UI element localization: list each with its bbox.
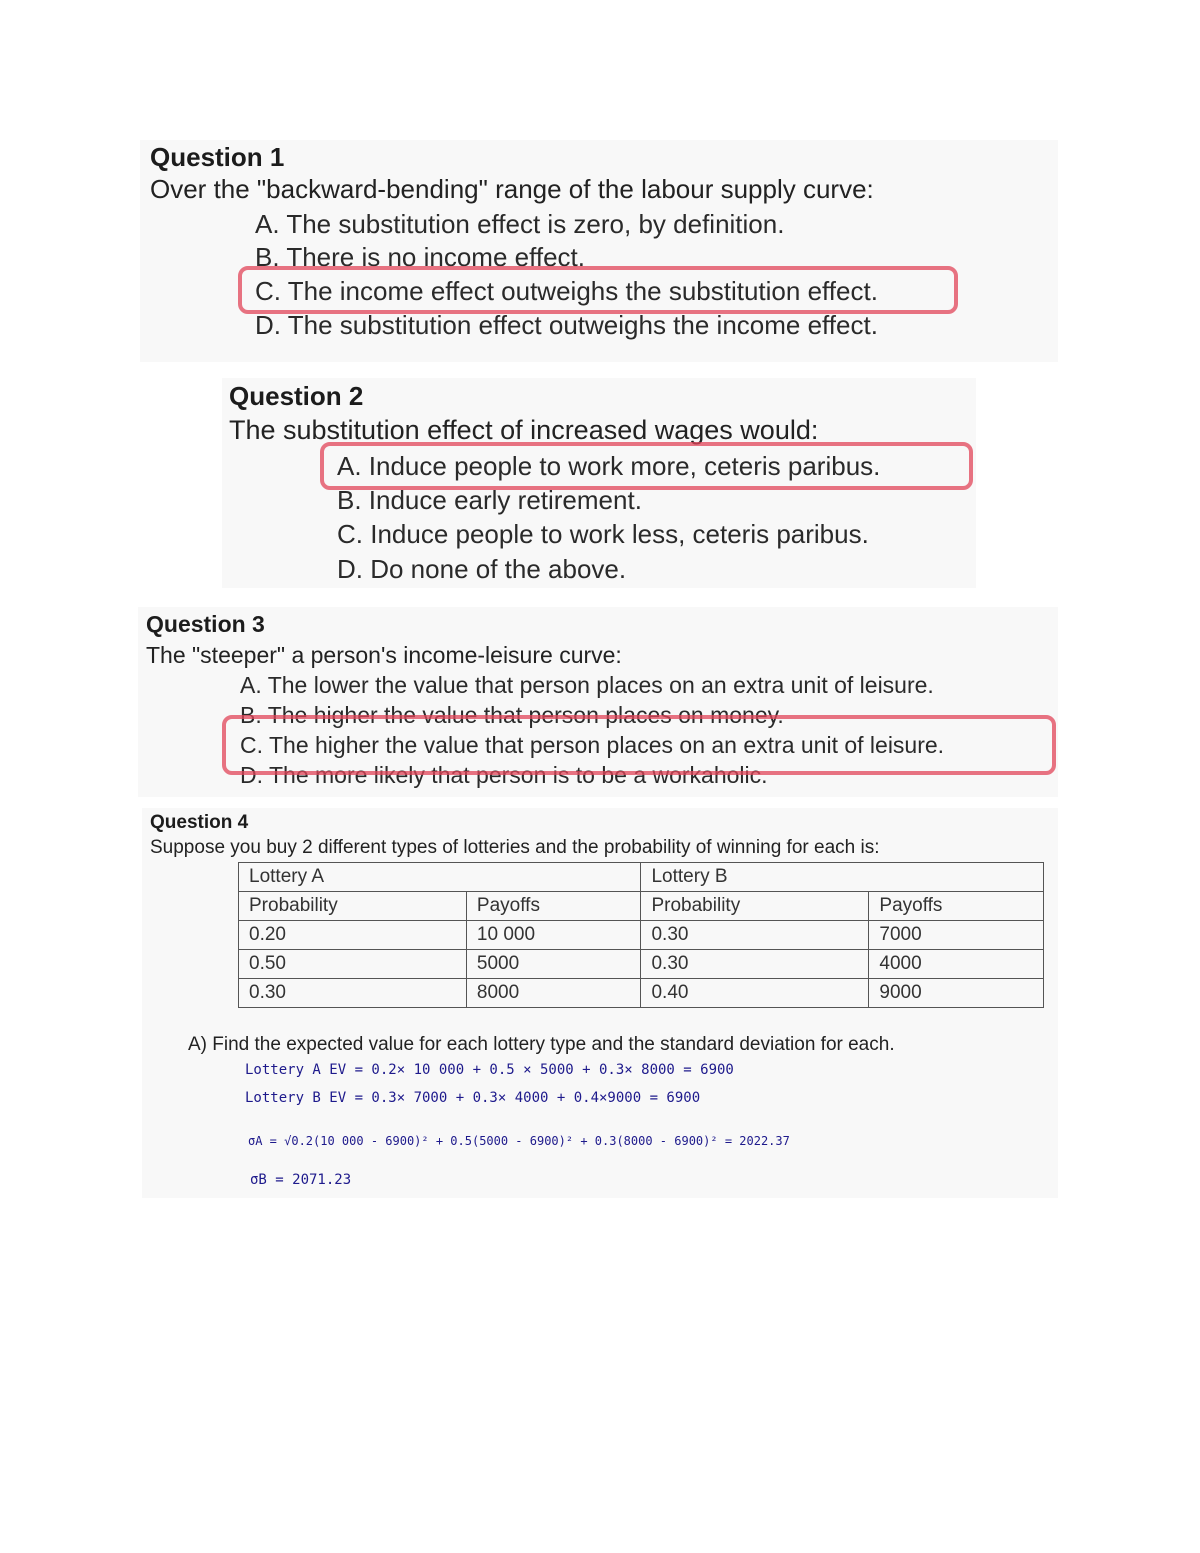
question-3-option-c: C. The higher the value that person places on an extra unit of leisure. (240, 732, 945, 758)
table-cell: 8000 (466, 979, 641, 1008)
table-row (239, 921, 1044, 950)
table-cell: 0.30 (641, 950, 869, 979)
table-cell: 10 000 (466, 921, 641, 950)
table-cell: 0.20 (239, 921, 467, 950)
table-cell: 0.40 (641, 979, 869, 1008)
column-header: Probability (239, 892, 467, 921)
question-3-option-a: A. The lower the value that person places on an extra unit of leisure. (240, 672, 934, 698)
question-4-stem: Suppose you buy 2 different types of lotteries and the probability of winning for each is: (150, 837, 880, 858)
table-header-row (239, 892, 1044, 921)
handwritten-ev-lottery-a: Lottery A EV = 0.2× 10 000 + 0.5 × 5000 + 0.3× 8000 = 6900 (245, 1062, 734, 1078)
question-1-title: Question 1 (150, 142, 285, 172)
question-3-title: Question 3 (146, 611, 265, 637)
lottery-b-header: Lottery B (641, 863, 1044, 892)
column-header: Payoffs (869, 892, 1044, 921)
lottery-a-header: Lottery A (239, 863, 641, 892)
question-2-option-b: B. Induce early retirement. (337, 485, 642, 515)
question-3-option-d: D. The more likely that person is to be a workaholic. (240, 762, 768, 788)
answer-highlight-q3 (222, 715, 1056, 775)
question-2-option-c: C. Induce people to work less, ceteris paribus. (337, 519, 869, 549)
question-2-stem: The substitution effect of increased wages would: (229, 415, 819, 445)
handwritten-ev-lottery-b: Lottery B EV = 0.3× 7000 + 0.3× 4000 + 0.4×9000 = 6900 (245, 1090, 701, 1106)
table-group-row (239, 863, 1044, 892)
question-1-option-b: B. There is no income effect. (255, 242, 585, 272)
table-cell: 9000 (869, 979, 1044, 1008)
table-cell: 5000 (466, 950, 641, 979)
lottery-table (238, 862, 1044, 1008)
table-cell: 0.30 (239, 979, 467, 1008)
table-cell: 7000 (869, 921, 1044, 950)
handwritten-sd-lottery-b: σB = 2071.23 (250, 1172, 352, 1188)
handwritten-sd-lottery-a: σA = √0.2(10 000 - 6900)² + 0.5(5000 - 6900)² + 0.3(8000 - 6900)² = 2022.37 (248, 1134, 790, 1148)
answer-highlight-q2 (320, 442, 973, 490)
question-4-title: Question 4 (150, 812, 249, 833)
table-cell: 4000 (869, 950, 1044, 979)
question-2-option-a: A. Induce people to work more, ceteris paribus. (337, 451, 881, 481)
column-header: Payoffs (466, 892, 641, 921)
table-cell: 0.50 (239, 950, 467, 979)
question-1-option-a: A. The substitution effect is zero, by definition. (255, 209, 785, 239)
part-a-prompt: A) Find the expected value for each lottery type and the standard deviation for each. (188, 1034, 895, 1055)
question-1-option-c: C. The income effect outweighs the substitution effect. (255, 276, 878, 306)
answer-highlight-q1 (238, 266, 958, 314)
question-1-option-d: D. The substitution effect outweighs the income effect. (255, 310, 878, 340)
question-3-option-b: B. The higher the value that person places on money. (240, 702, 784, 728)
table-row (239, 979, 1044, 1008)
column-header: Probability (641, 892, 869, 921)
table-row (239, 950, 1044, 979)
question-3-stem: The "steeper" a person's income-leisure curve: (146, 642, 622, 668)
question-2-option-d: D. Do none of the above. (337, 554, 627, 584)
question-1-stem: Over the "backward-bending" range of the labour supply curve: (150, 174, 874, 204)
table-cell: 0.30 (641, 921, 869, 950)
question-2-title: Question 2 (229, 381, 364, 411)
